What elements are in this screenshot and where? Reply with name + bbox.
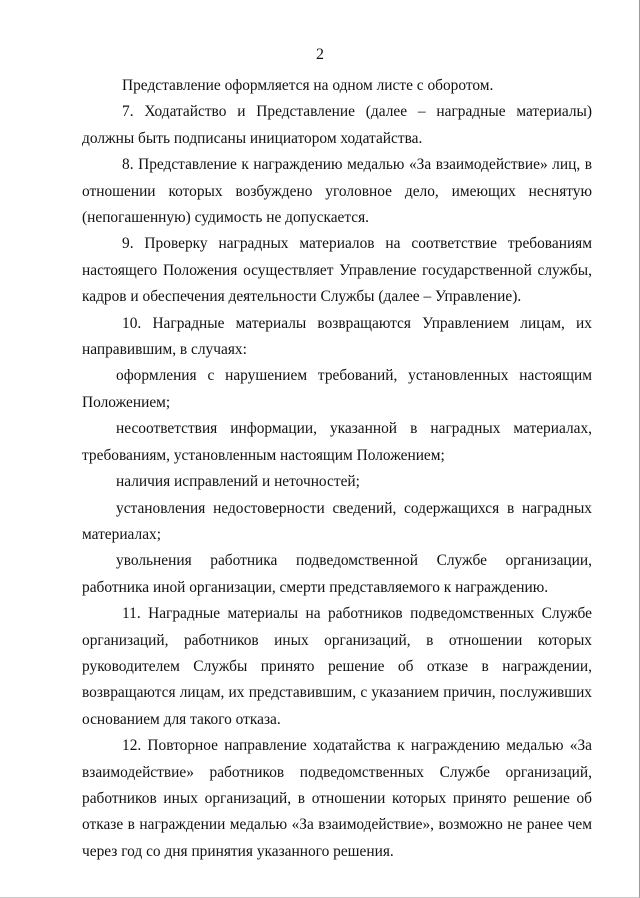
paragraph-10-case-3: наличия исправлений и неточностей; — [116, 473, 360, 491]
paragraph-10-case-1: оформления с нарушением требований, установленных настоящим Положением; — [82, 367, 592, 411]
paragraph-11: 11. Наградные материалы на работников подведомственных Службе организаций, работников иных организаций, в отношении которых руководителем Службы принято решение об отказе в награждении, возвращаются лицам, их представившим, с указанием причин, послуживших основанием для такого отказа. — [82, 605, 592, 728]
page-number: 2 — [316, 46, 324, 63]
paragraph-12: 12. Повторное направление ходатайства к награждению медалью «За взаимодействие» работников подведомственных Службе организаций, работников иных организаций, в отношении которых принято решение об отказе в награждении медалью «За взаимодействие», возможно не ранее чем через год со дня принятия указанного решения. — [82, 737, 592, 860]
paragraph-10-case-4: установления недостоверности сведений, содержащихся в наградных материалах; — [82, 499, 592, 543]
paragraph-9: 9. Проверку наградных материалов на соответствие требованиям настоящего Положения осуществляет Управление государственной службы, кадров и обеспечения деятельности Службы (далее – Управление). — [82, 235, 592, 306]
paragraph-10-case-5: увольнения работника подведомственной Службе организации, работника иной организации, смерти представляемого к награждению. — [82, 552, 592, 596]
document-body — [82, 73, 592, 865]
paragraph-8: 8. Представление к награждению медалью «За взаимодействие» лиц, в отношении которых возбуждено уголовное дело, имеющих неснятую (непогашенную) судимость не допускается. — [82, 156, 592, 227]
paragraph-10: 10. Наградные материалы возвращаются Управлением лицам, их направившим, в случаях: — [82, 314, 592, 359]
paragraph-7: 7. Ходатайство и Представление (далее – наградные материалы) должны быть подписаны инициатором ходатайства. — [82, 103, 592, 147]
paragraph-representation-form: Представление оформляется на одном листе с оборотом. — [122, 77, 494, 94]
paragraph-10-case-2: несоответствия информации, указанной в наградных материалах, требованиям, установленным настоящим Положением; — [82, 420, 592, 464]
